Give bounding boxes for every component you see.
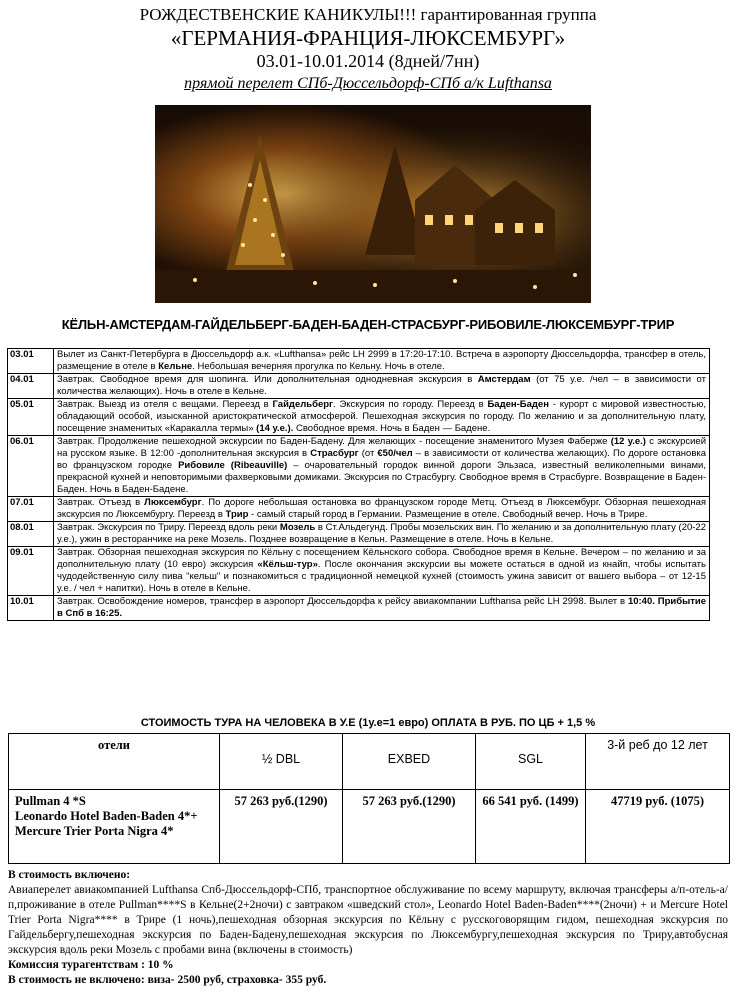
day-date: 10.01	[8, 596, 54, 621]
day-description: Завтрак. Продолжение пешеходной экскурсии по Баден-Бадену. Для желающих - посещение знаменитого Музея Фаберже (12 у.е.) с экскурсией на русском языке. В 12:00 -дополнительная экскурсия в Страсбург (от €50/чел – в зависимости от количества желающих). По дороге остановка во французском городке Рибовиле (Ribeauville) – очаровательный городок винной дороги Эльзаса, известный великолепными винами, прекрасной кухней и неповторимыми фахверковыми домиками. Экскурсия по Страсбургу. Свободное время в Страсбурге. Возвращение в Баден-Баден. Ночь в Баден-Бадене.	[54, 436, 710, 497]
flight-info: прямой перелет СПб-Дюссельдорф-СПб а/к Lufthansa	[184, 75, 552, 92]
header-hotels: отели	[9, 734, 220, 790]
commission: Комиссия турагентствам : 10 %	[8, 959, 174, 971]
day-date: 06.01	[8, 436, 54, 497]
hotel-name: Mercure Trier Porta Nigra 4*	[15, 824, 174, 838]
day-description: Завтрак. Выезд из отеля с вещами. Переезд в Гайдельберг. Экскурсия по городу. Переезд в Баден-Баден - курорт с мировой известностью, обладающий особой, изысканной аристократической атмосферой. Пешеходная экскурсия по городу. По желанию и за дополнительную плату, посещение знаменитых «Каракалла термы» (14 у.е.). Свободное время. Ночь в Баден — Бадене.	[54, 399, 710, 436]
itinerary-row	[8, 497, 710, 522]
itinerary-row	[8, 522, 710, 547]
header-child: 3-й реб до 12 лет	[586, 734, 730, 790]
header-sgl: SGL	[476, 734, 586, 790]
itinerary-row	[8, 547, 710, 596]
tour-dates: 03.01-10.01.2014 (8дней/7нн)	[256, 51, 480, 71]
day-description: Завтрак. Экскурсия по Триру. Переезд вдоль реки Мозель в Ст.Альдегунд. Пробы мозельских вин. По желанию и за дополнительную плату (20-22 у.е.), ужин в ресторанчике на реке Мозель. Позднее возвращение в Кельн. Размещение в отеле. Ночь в Кельне.	[54, 522, 710, 547]
day-description: Завтрак. Освобождение номеров, трансфер в аэропорт Дюссельдорфа к рейсу авиакомпании Lufthansa рейс LH 2998. Вылет в 10:40. Прибытие в Спб в 16:25.	[54, 596, 710, 621]
header-title: РОЖДЕСТВЕНСКИЕ КАНИКУЛЫ!!! гарантированная группа	[139, 5, 597, 24]
day-date: 07.01	[8, 497, 54, 522]
route-title: КЁЛЬН-АМСТЕРДАМ-ГАЙДЕЛЬБЕРГ-БАДЕН-БАДЕН-СТРАСБУРГ-РИБОВИЛЕ-ЛЮКСЕМБУРГ-ТРИР	[61, 317, 675, 332]
hotel-name: Pullman 4 *S	[15, 794, 86, 808]
price-table	[8, 733, 730, 864]
day-date: 08.01	[8, 522, 54, 547]
price-child: 47719 руб. (1075)	[586, 790, 730, 864]
itinerary-row	[8, 596, 710, 621]
day-date: 04.01	[8, 374, 54, 399]
day-date: 09.01	[8, 547, 54, 596]
price-dbl: 57 263 руб.(1290)	[220, 790, 343, 864]
included-text: Авиаперелет авиакомпанией Lufthansa Спб-Дюссельдорф-СПб, транспортное обслуживание по всему маршруту, включая трансферы а/п-отель-а/п,проживание в отеле Pullman****S в Кельне(2+2ночи) с завтраком «шведский стол», Leonardo Hotel Baden-Baden****(2ночи) + и Mercure Hotel Trier Porta Nigra**** в Трире (1 ночь),пешеходная обзорная экскурсия по Кёльну с русскоговорящим гидом, пешеходная экскурсия по Гайдельбергу,пешеходная экскурсия по Баден-Бадену,пешеходная экскурсия по Люксембургу,пешеходная экскурсия по Триру,автобусная экскурсия вдоль реки Мозель с пробами вина (включены в стоимость)	[8, 884, 728, 956]
cost-title: СТОИМОСТЬ ТУРА НА ЧЕЛОВЕКА В У.Е (1у.е=1 евро) ОПЛАТА В РУБ. ПО ЦБ + 1,5 %	[140, 717, 596, 729]
price-sgl: 66 541 руб. (1499)	[476, 790, 586, 864]
header-dbl: ½ DBL	[220, 734, 343, 790]
hotel-name: Leonardo Hotel Baden-Baden 4*+	[15, 809, 198, 823]
itinerary-row	[8, 374, 710, 399]
day-date: 05.01	[8, 399, 54, 436]
hotels-cell	[9, 790, 220, 864]
included-title: В стоимость включено:	[8, 869, 131, 881]
day-description: Завтрак. Обзорная пешеходная экскурсия по Кёльну с посещением Кёльнского собора. Свободное время в Кельне. Вечером – по желанию и за дополнительную плату (10 евро) экскурсия «Кёльш-тур». После окончания экскурсии вы можете остаться в одной из кнайп, чтобы испытать чудодейственную силу пива "кельш" и познакомиться с традиционной немецкой кухней (стоимость ужина зависит от вашего выбора – от 12-15 у.е. / чел + напитки). Ночь в отеле в Кельне.	[54, 547, 710, 596]
itinerary-row	[8, 349, 710, 374]
tour-name: «ГЕРМАНИЯ-ФРАНЦИЯ-ЛЮКСЕМБУРГ»	[170, 26, 566, 50]
included-section	[8, 868, 728, 988]
day-date: 03.01	[8, 349, 54, 374]
not-included: В стоимость не включено: виза- 2500 руб, страховка- 355 руб.	[8, 974, 327, 986]
day-description: Завтрак. Свободное время для шопинга. Или дополнительная однодневная экскурсия в Амстердам (от 75 у.е. /чел – в зависимости от количества желающих). Ночь в отеле в Кельне.	[54, 374, 710, 399]
day-description: Завтрак. Отъезд в Люксембург. По дороге небольшая остановка во французском городе Метц. Отъезд в Люксембург. Обзорная пешеходная экскурсия по Люксембургу. Переезд в Трир - самый старый город в Германии. Размещение в отеле. Свободный вечер. Ночь в Трире.	[54, 497, 710, 522]
itinerary-row	[8, 436, 710, 497]
christmas-market-photo	[155, 105, 591, 303]
itinerary-table	[7, 348, 710, 621]
price-exbed: 57 263 руб.(1290)	[343, 790, 476, 864]
itinerary-row	[8, 399, 710, 436]
header-exbed: EXBED	[343, 734, 476, 790]
day-description: Вылет из Санкт-Петербурга в Дюссельдорф а.к. «Lufthansa» рейс LH 2999 в 17:20-17:10. Встреча в аэропорту Дюссельдорфа, трансфер в отель, размещение в отеле в Кельне. Небольшая вечерняя прогулка по Кельну. Ночь в отеле.	[54, 349, 710, 374]
